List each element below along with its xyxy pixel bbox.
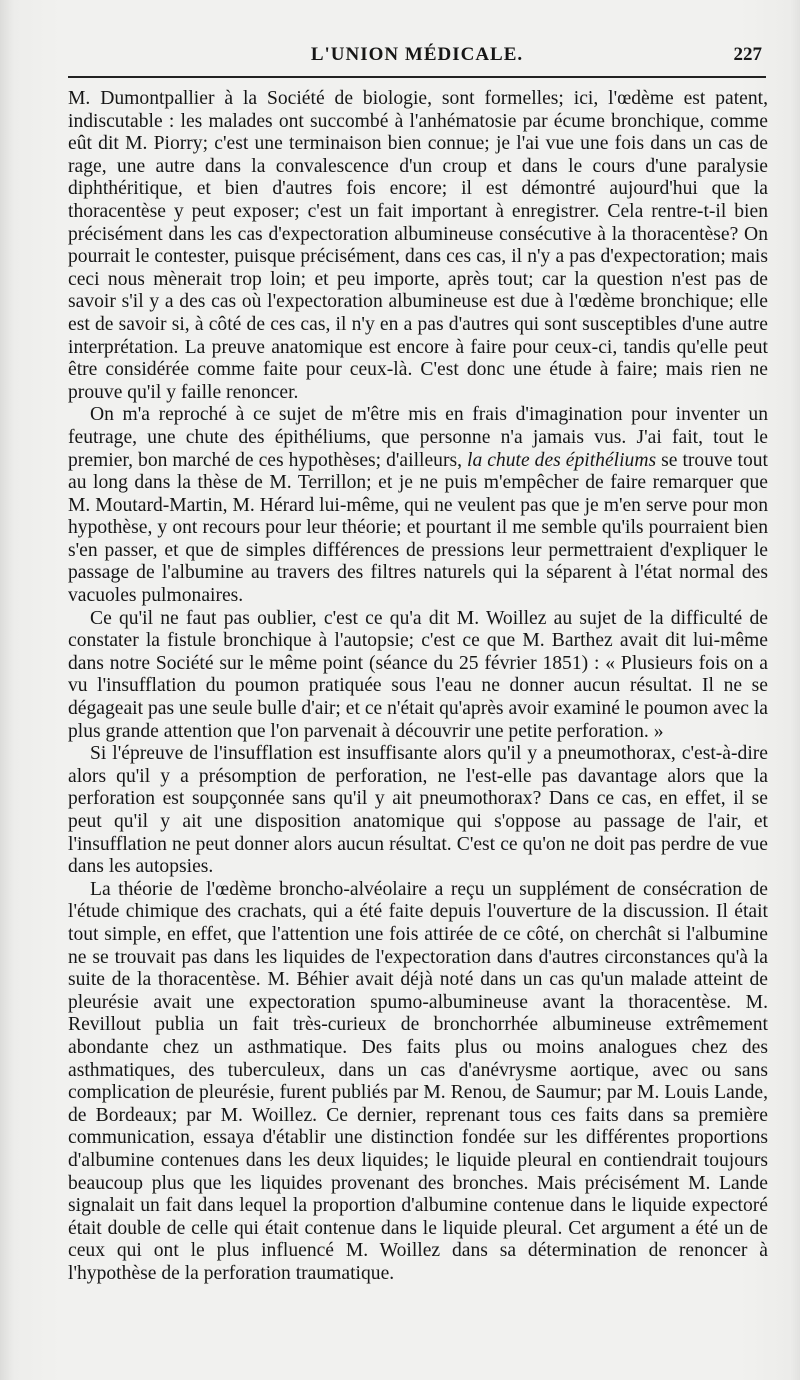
paragraph-2-end: se trouve tout au long dans la thèse de M. Terrillon; et je ne puis m'empêcher de faire remarquer que M. Moutard-Martin, M. Hérard lui-même, qui ne veulent pas que je m'en serve pour mon hypothèse, y ont recours pour leur théorie; et pourtant il me semble qu'ils pourraient bien s'en passer, et que de simples différences de pressions leur permettraient d'expliquer le passage de l'albumine au travers des filtres naturels qui la séparent à l'état normal des vacuoles pulmonaires. (68, 449, 768, 607)
paragraph-4: Si l'épreuve de l'insufflation est insuffisante alors qu'il y a pneumothorax, c'est-à-dire alors qu'il y a présomption de perforation, ne l'est-elle pas davantage alors que la perforation est soupçonnée sans qu'il y ait pneumothorax? Dans ce cas, en effet, il se peut qu'il y ait une disposition anatomique qui s'oppose au passage de l'air, et l'insufflation ne peut donner alors aucun résultat. C'est ce qu'on ne doit pas perdre de vue dans les autopsies. (68, 743, 768, 878)
running-title: L'UNION MÉDICALE. (310, 44, 524, 65)
paragraph-1: M. Dumontpallier à la Société de biologie, sont formelles; ici, l'œdème est patent, indiscutable : les malades ont succombé à l'anhématosie par écume bronchique, comme eût dit M. Piorry; c'est une terminaison bien connue; je l'ai vue une fois dans un cas de rage, une autre dans la convalescence d'un croup et dans le cours d'une paralysie diphthéritique, et bien d'autres fois encore; il est démontré aujourd'hui que la thoracentèse y peut exposer; c'est un fait important à enregistrer. Cela rentre-t-il bien précisément dans les cas d'expectoration albumineuse consécutive à la thoracentèse? On pourrait le contester, puisque précisément, dans ces cas, il n'y a pas d'expectoration; mais ceci nous mènerait trop loin; et peu importe, après tout; car la question n'est pas de savoir s'il y a des cas où l'expectoration albumineuse est due à l'œdème bronchique; elle est de savoir si, à côté de ces cas, il n'y en a pas d'autres qui sont susceptibles d'une autre interprétation. La preuve anatomique est encore à faire pour ceux-ci, tandis qu'elle peut être considérée comme faite pour ceux-là. C'est donc une étude à faire; mais rien ne prouve qu'il y faille renoncer. (68, 88, 768, 403)
page-header (68, 40, 766, 72)
paragraph-2 (68, 404, 768, 607)
paragraph-2-italic: la chute des épithéliums (467, 449, 657, 471)
paragraph-5: La théorie de l'œdème broncho-alvéolaire a reçu un supplément de consécration de l'étude chimique des crachats, qui a été faite depuis l'ouverture de la discussion. Il était tout simple, en effet, que l'attention une fois attirée de ce côté, on cherchât si l'albumine ne se trouvait pas dans les liquides de l'expectoration dans d'autres circonstances qu'à la suite de la thoracentèse. M. Béhier avait déjà noté dans un cas qu'un malade atteint de pleurésie avait une expectoration spumo-albumineuse avant la thoracentèse. M. Revillout publia un fait très-curieux de bronchorrhée albumineuse extrêmement abondante chez un asthmatique. Des faits plus ou moins analogues chez des asthmatiques, des tuberculeux, dans un cas d'anévrysme aortique, avec ou sans complication de pleurésie, furent publiés par M. Renou, de Saumur; par M. Louis Lande, de Bordeaux; par M. Woillez. Ce dernier, reprenant tous ces faits dans sa première communication, essaya d'établir une distinction fondée sur les différentes proportions d'albumine contenues dans les deux liquides; le liquide pleural en contiendrait toujours beaucoup plus que les liquides provenant des bronches. Mais précisément M. Lande signalait un fait dans lequel la proportion d'albumine contenue dans le liquide expectoré était double de celle qui était contenue dans le liquide pleural. Cet argument a été un de ceux qui ont le plus influencé M. Woillez dans sa détermination de renoncer à l'hypothèse de la perforation traumatique. (68, 878, 768, 1284)
header-rule (68, 76, 766, 78)
page-number: 227 (733, 44, 762, 65)
paragraph-2-start: On m'a reproché à ce sujet de m'être mis en frais d'imagination pour inventer un feutrage, une chute des épithéliums, que personne n'a jamais vus. J'ai fait, tout le premier, bon marché de ces hypothèses; d'ailleurs, (68, 404, 768, 471)
article-body (68, 88, 768, 1285)
paragraph-3: Ce qu'il ne faut pas oublier, c'est ce qu'a dit M. Woillez au sujet de la difficulté de constater la fistule bronchique à l'autopsie; c'est ce que M. Barthez avait dit lui-même dans notre Société sur le même point (séance du 25 février 1851) : « Plusieurs fois on a vu l'insufflation du poumon pratiquée sous l'eau ne donner aucun résultat. Il ne se dégageait pas une seule bulle d'air; et ce n'était qu'après avoir examiné le poumon avec la plus grande attention que l'on parvenait à découvrir une petite perforation. » (68, 607, 768, 742)
